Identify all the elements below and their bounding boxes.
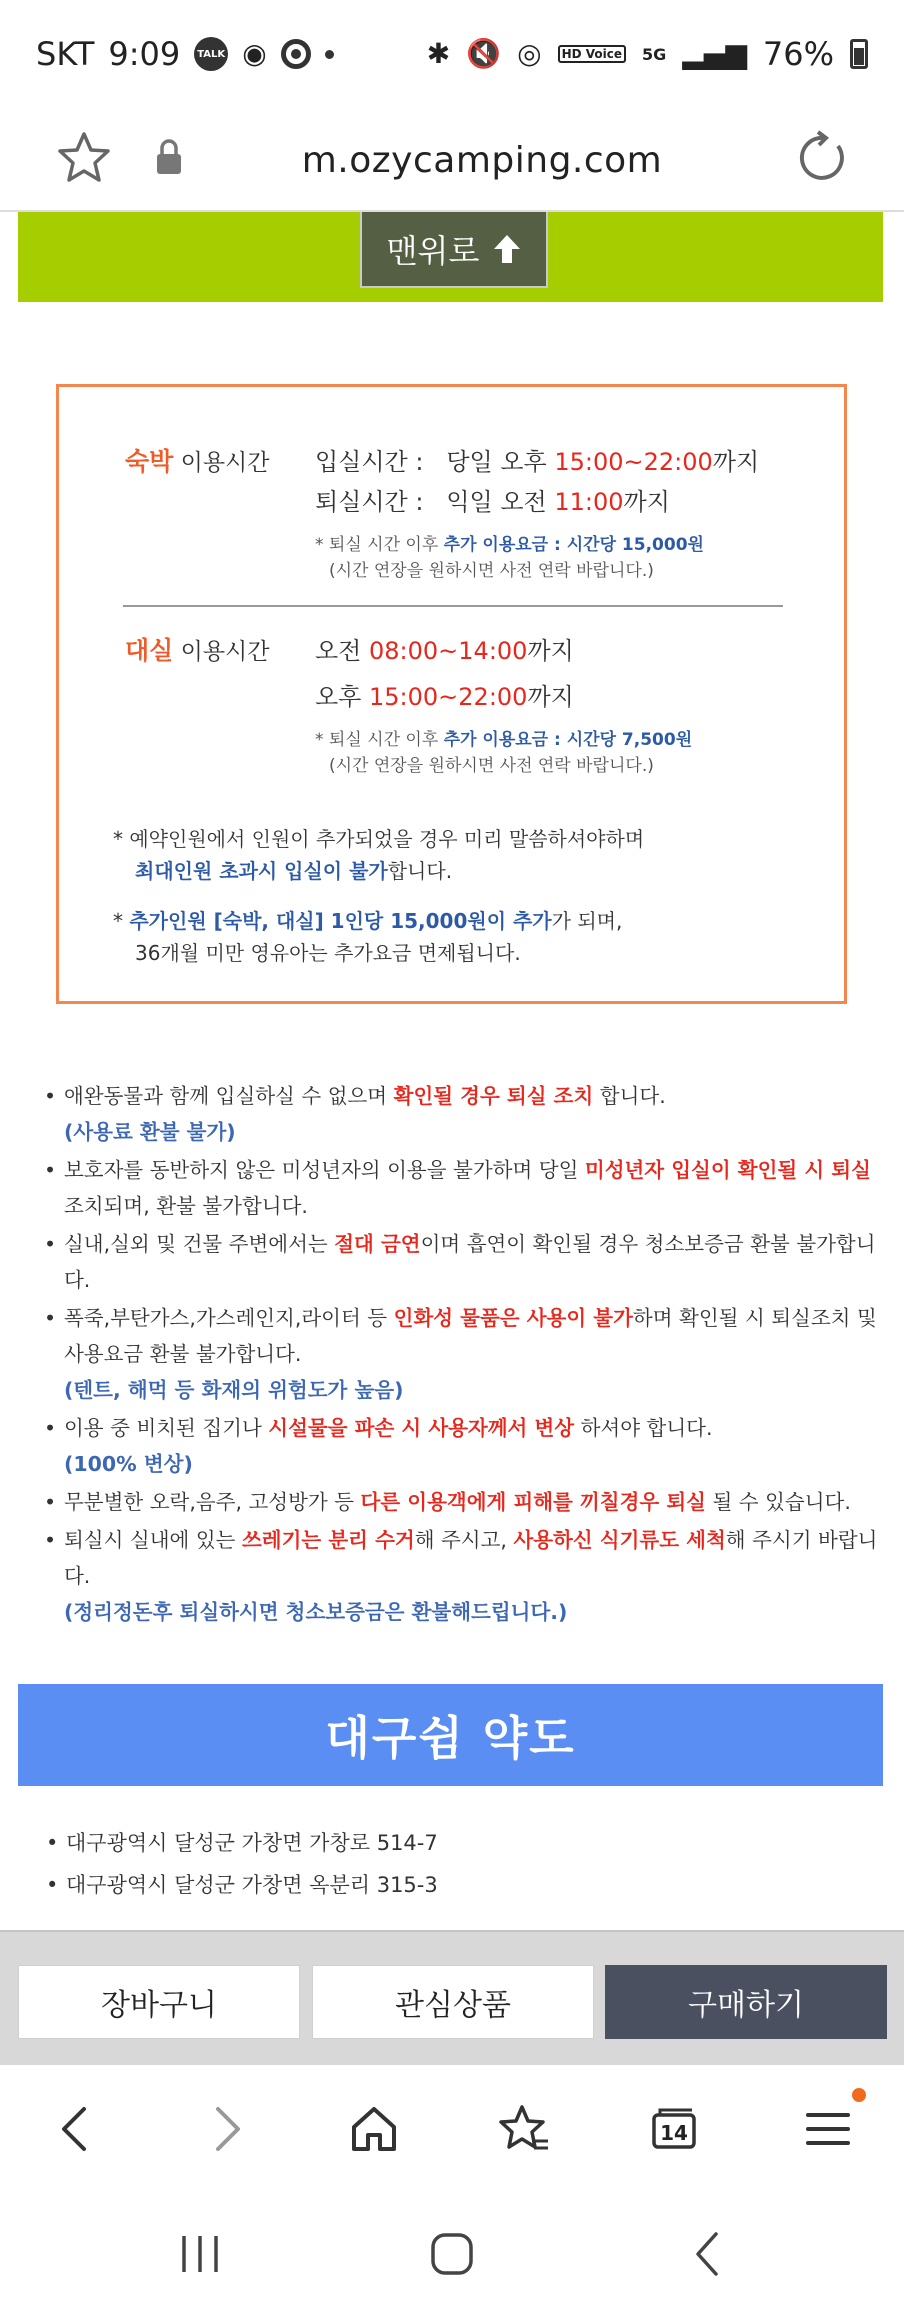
- system-back-icon[interactable]: [684, 2230, 732, 2278]
- checkin-post: 까지: [712, 448, 760, 476]
- checkin-line: [315, 442, 759, 477]
- address-list: [44, 1822, 438, 1906]
- back-icon[interactable]: [50, 2103, 102, 2155]
- stay-fee-note: (시간 연장을 원하시면 사전 연락 바랍니다.): [329, 561, 654, 581]
- bookmark-star-icon[interactable]: [54, 128, 114, 188]
- rule-subnote: (100% 변상): [64, 1452, 193, 1476]
- reload-icon[interactable]: [794, 130, 850, 186]
- rule-text: 하셔야 합니다.: [574, 1416, 713, 1440]
- rule-subnote: (정리정돈후 퇴실하시면 청소보증금은 환불해드립니다.): [64, 1600, 568, 1624]
- divider: [123, 605, 783, 607]
- cart-button[interactable]: 장바구니: [18, 1965, 300, 2039]
- rule-text: 퇴실시 실내에 있는: [64, 1528, 242, 1552]
- rule-text: 합니다.: [593, 1084, 666, 1108]
- stay-time-label: [125, 442, 270, 478]
- note2-line2: 36개월 미만 영유아는 추가요금 면제됩니다.: [135, 941, 521, 965]
- rule-highlight: 확인될 경우 퇴실 조치: [393, 1084, 594, 1108]
- network-type: 5G: [642, 44, 667, 64]
- rule-highlight: 절대 금연: [334, 1232, 421, 1256]
- stay-fee-pre: * 퇴실 시간 이후: [315, 535, 444, 555]
- note2-line1: [113, 905, 622, 934]
- rule-highlight: 쓰레기는 분리 수거: [241, 1528, 415, 1552]
- pm-pre: 오후: [315, 683, 369, 711]
- am-pre: 오전: [315, 637, 369, 665]
- rule-highlight: 인화성 물품은 사용이 불가: [393, 1306, 633, 1330]
- dayuse-am-line: [315, 631, 574, 666]
- checkout-label: 퇴실시간 :: [315, 488, 424, 516]
- rule-text: 애완동물과 함께 입실하실 수 없으며: [64, 1084, 394, 1108]
- menu-notification-dot: [852, 2088, 866, 2102]
- rule-highlight: 사용하신 식기류도 세척: [513, 1528, 726, 1552]
- checkin-label: 입실시간 :: [315, 448, 424, 476]
- hotspot-icon: ◎: [517, 37, 542, 70]
- list-item: [40, 1226, 890, 1298]
- checkout-pre: 익일 오전: [446, 488, 555, 516]
- rule-text: 이며 흡연이 확인될 경우 청소보증금 환불 불가합니다.: [64, 1232, 876, 1292]
- tabs-button[interactable]: [648, 2103, 700, 2155]
- scroll-top-label: 맨위로: [386, 232, 480, 270]
- pm-time: 15:00~22:00: [369, 683, 528, 711]
- battery-icon: [850, 39, 868, 69]
- stay-fee-line: [315, 530, 704, 555]
- map-section-title: 대구쉼 약도: [18, 1684, 883, 1786]
- checkout-line: [315, 482, 670, 517]
- chrome-icon: [281, 39, 311, 69]
- bookmarks-icon[interactable]: [498, 2103, 550, 2155]
- note2-bold: 추가인원 [숙박, 대실] 1인당 15,000원이 추가: [129, 909, 552, 933]
- rule-highlight: 다른 이용객에게 피해를 끼칠경우 퇴실: [360, 1490, 706, 1514]
- arrow-up-icon: [493, 234, 521, 264]
- am-post: 까지: [527, 637, 574, 665]
- list-item: [40, 1484, 890, 1520]
- dayuse-pm-line: [315, 677, 574, 712]
- dayuse-fee-line: [315, 725, 692, 750]
- menu-icon[interactable]: [802, 2103, 854, 2155]
- checkout-time: 11:00: [554, 488, 624, 516]
- rule-text: 이용 중 비치된 집기나: [64, 1416, 269, 1440]
- note1-bold: 최대인원 초과시 입실이 불가: [135, 859, 388, 883]
- rule-text: 보호자를 동반하지 않은 미성년자의 이용을 불가하며 당일: [64, 1158, 585, 1182]
- checkin-time: 15:00~22:00: [554, 448, 713, 476]
- wishlist-button[interactable]: 관심상품: [312, 1965, 594, 2039]
- rule-text: 실내,실외 및 건물 주변에서는: [64, 1232, 335, 1256]
- dayuse-fee-pre: * 퇴실 시간 이후: [315, 730, 444, 750]
- home-icon[interactable]: [348, 2103, 400, 2155]
- url-text[interactable]: m.ozycamping.com: [301, 139, 663, 181]
- status-left: [36, 35, 334, 73]
- rule-text: 해 주시고,: [414, 1528, 514, 1552]
- note2-rest: 가 되며,: [551, 909, 623, 933]
- dayuse-time-label: [125, 631, 270, 667]
- clock: 9:09: [108, 35, 181, 73]
- system-nav-bar: [0, 2190, 904, 2316]
- lock-icon[interactable]: [154, 136, 184, 180]
- rule-text: 조치되며, 환불 불가합니다.: [64, 1194, 308, 1218]
- rule-subnote: (텐트, 해먹 등 화재의 위험도가 높음): [64, 1378, 404, 1402]
- am-time: 08:00~14:00: [369, 637, 528, 665]
- home-button-icon[interactable]: [428, 2230, 476, 2278]
- rule-highlight: 미성년자 입실이 확인될 시 퇴실: [584, 1158, 871, 1182]
- note1-line2: [135, 855, 452, 884]
- rule-text: 무분별한 오락,음주, 고성방가 등: [64, 1490, 361, 1514]
- notification-icon: ◉: [242, 37, 267, 70]
- dayuse-fee-note: (시간 연장을 원하시면 사전 연락 바랍니다.): [329, 756, 654, 776]
- usage-time-box: [56, 384, 847, 1004]
- address-item: • 대구광역시 달성군 가창면 가창로 514-7: [44, 1822, 438, 1864]
- rule-text: 폭죽,부탄가스,가스레인지,라이터 등: [64, 1306, 394, 1330]
- mute-icon: 🔇: [466, 37, 502, 70]
- checkout-post: 까지: [623, 488, 670, 516]
- note2-pre: *: [113, 909, 130, 933]
- dayuse-label-rest: 이용시간: [173, 639, 270, 665]
- stay-label-rest: 이용시간: [173, 450, 270, 476]
- carrier-label: SKT: [36, 35, 95, 73]
- note1-rest: 합니다.: [387, 859, 453, 883]
- list-item: [40, 1152, 890, 1224]
- browser-nav-bar: [0, 2065, 904, 2190]
- recent-apps-icon[interactable]: [176, 2230, 224, 2278]
- note1-line1: * 예약인원에서 인원이 추가되었을 경우 미리 말씀하셔야하며: [113, 827, 645, 851]
- rule-text: 하며 확인될 시 퇴실조치 및 사용요금 환불 불가합니다.: [64, 1306, 877, 1366]
- list-item: [40, 1410, 890, 1482]
- stay-fee-amount: 추가 이용요금 : 시간당 15,000원: [443, 535, 704, 555]
- forward-icon[interactable]: [200, 2103, 252, 2155]
- checkin-pre: 당일 오후: [446, 448, 555, 476]
- more-notifications-dot: [325, 50, 334, 59]
- tab-count: 14: [660, 2121, 688, 2145]
- kakaotalk-icon: TALK: [194, 37, 228, 71]
- list-item: [40, 1078, 890, 1150]
- scroll-top-button[interactable]: [360, 212, 548, 288]
- rule-subnote: (사용료 환불 불가): [64, 1120, 236, 1144]
- list-item: [40, 1522, 890, 1630]
- buy-button[interactable]: 구매하기: [605, 1965, 887, 2039]
- status-right: [427, 35, 868, 73]
- signal-icon: ▂▄▆: [682, 37, 747, 70]
- dayuse-fee-amount: 추가 이용요금 : 시간당 7,500원: [443, 730, 693, 750]
- list-item: [40, 1300, 890, 1408]
- stay-label-highlight: 숙박: [125, 447, 174, 476]
- rule-text: 될 수 있습니다.: [705, 1490, 851, 1514]
- battery-percent: 76%: [762, 35, 834, 73]
- pm-post: 까지: [527, 683, 574, 711]
- rule-text: 해 주시기 바랍니다.: [64, 1528, 878, 1588]
- purchase-action-bar: [0, 1930, 904, 2065]
- bluetooth-icon: ✱: [426, 37, 451, 70]
- address-item: • 대구광역시 달성군 가창면 옥분리 315-3: [44, 1864, 438, 1906]
- rule-highlight: 시설물을 파손 시 사용자께서 변상: [268, 1416, 575, 1440]
- hd-voice-icon: HD Voice: [558, 45, 626, 63]
- rules-list: [40, 1078, 890, 1632]
- status-bar: [0, 0, 904, 108]
- dayuse-label-highlight: 대실: [125, 636, 174, 665]
- browser-url-bar: [0, 108, 904, 212]
